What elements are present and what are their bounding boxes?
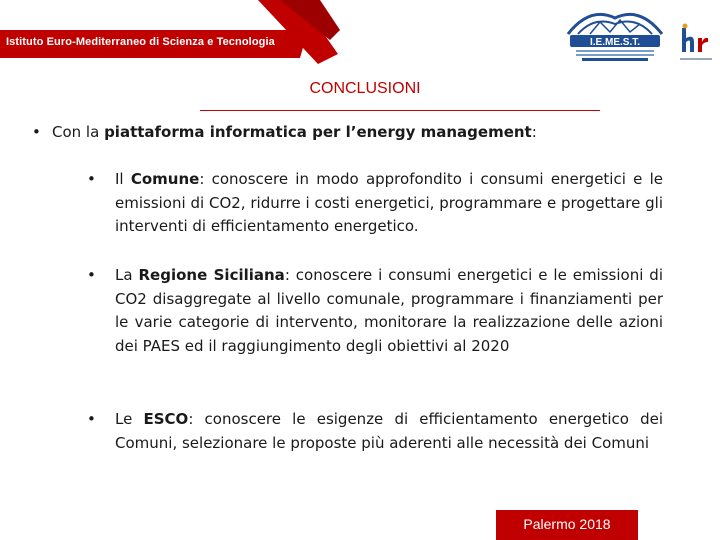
logo-text: I.E.ME.S.T. [589, 37, 641, 48]
list-item-regione [87, 264, 663, 358]
bullet-icon: • [87, 410, 96, 428]
item-subject: Regione Siciliana [138, 266, 285, 284]
intro-bullet [32, 121, 672, 143]
list-item-esco [87, 408, 664, 455]
footer-band [496, 510, 638, 540]
bullet-icon: • [87, 266, 96, 284]
intro-prefix: Con la [52, 123, 105, 141]
bullet-icon: • [32, 123, 41, 141]
intro-suffix: : [531, 123, 537, 141]
item-prefix: Le [115, 410, 144, 428]
bullet-icon: • [87, 170, 96, 188]
item-text: : conoscere i consumi energetici e le emissioni di CO2 disaggregate al livello comunale, programmare i finanziamenti per le varie categorie di intervento, monitorare la realizzazione delle azioni dei PAES ed il raggiungimento degli obiettivi al 2020 [115, 266, 663, 355]
item-text: : conoscere le esigenze di efficientamento energetico dei Comuni, selezionare le proposte più aderenti alle necessità dei Comuni [115, 410, 664, 452]
item-subject: Comune [130, 170, 200, 188]
list-item-comune [87, 168, 663, 239]
footer-location-year: Palermo 2018 [523, 516, 611, 532]
institute-name: Istituto Euro-Mediterraneo di Scienza e Tecnologia [6, 36, 275, 48]
item-text: : conoscere in modo approfondito i consumi energetici e le emissioni di CO2, ridurre i costi energetici, programmare e progettare gli interventi di efficientamento energetico. [115, 170, 663, 235]
page-title: CONCLUSIONI [309, 80, 421, 97]
item-subject: ESCO [143, 410, 189, 428]
item-prefix: Il [115, 170, 131, 188]
item-prefix: La [115, 266, 139, 284]
intro-bold: piattaforma informatica per l’energy management [104, 123, 532, 141]
